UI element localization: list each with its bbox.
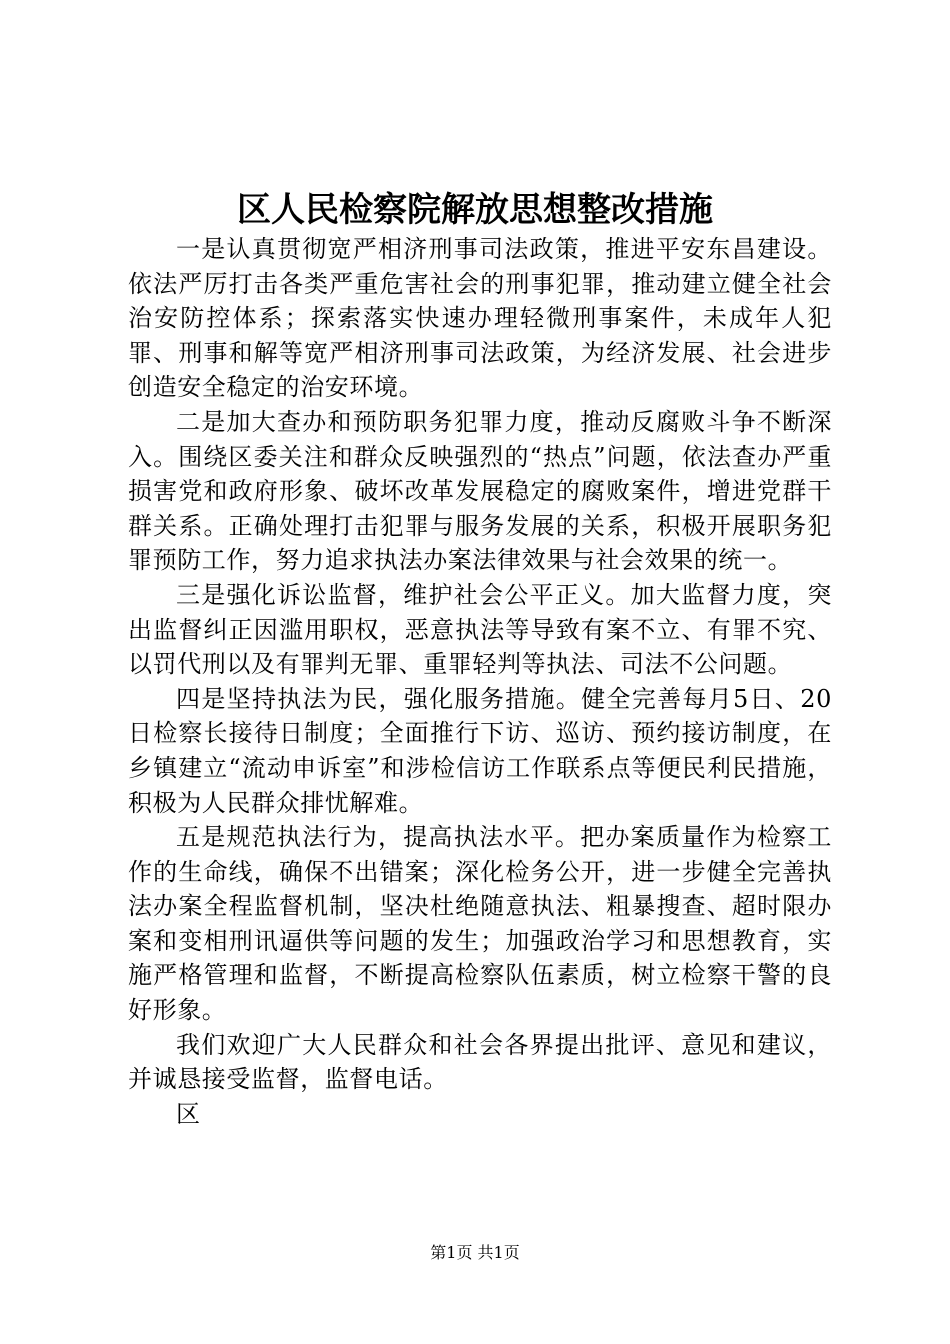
page-footer: 第1页 共1页 (430, 1243, 520, 1262)
paragraph-2: 二是加大查办和预防职务犯罪力度，推动反腐败斗争不断深入。围绕区委关注和群众反映强烈的“热点”问题，依法查办严重损害党和政府形象、破坏改革发展稳定的腐败案件，增进党群干群关系。正确处理打击犯罪与服务发展的关系，积极开展职务犯罪预防工作，努力追求执法办案法律效果与社会效果的统一。 (128, 407, 832, 575)
paragraph-5: 五是规范执法行为，提高执法水平。把办案质量作为检察工作的生命线，确保不出错案；深化检务公开，进一步健全完善执法办案全程监督机制，坚决杜绝随意执法、粗暴搜查、超时限办案和变相刑讯逼供等问题的发生；加强政治学习和思想教育，实施严格管理和监督，不断提高检察队伍素质，树立检察干警的良好形象。 (128, 823, 832, 1025)
paragraph-7: 区 (176, 1099, 201, 1128)
document-body (128, 232, 832, 1131)
paragraph-3: 三是强化诉讼监督，维护社会公平正义。加大监督力度，突出监督纠正因滥用职权，恶意执法等导致有案不立、有罪不究、以罚代刑以及有罪判无罪、重罪轻判等执法、司法不公问题。 (128, 580, 832, 679)
document-title: 区人民检察院解放思想整改措施 (237, 190, 713, 230)
paragraph-4: 四是坚持执法为民，强化服务措施。健全完善每月5日、20日检察长接待日制度；全面推行下访、巡访、预约接访制度，在乡镇建立“流动申诉室”和涉检信访工作联系点等便民利民措施，积极为人民群众排忧解难。 (128, 684, 832, 817)
paragraph-6: 我们欢迎广大人民群众和社会各界提出批评、意见和建议，并诚恳接受监督，监督电话。 (128, 1030, 832, 1094)
paragraph-1: 一是认真贯彻宽严相济刑事司法政策，推进平安东昌建设。依法严厉打击各类严重危害社会的刑事犯罪，推动建立健全社会治安防控体系；探索落实快速办理轻微刑事案件，未成年人犯罪、刑事和解等宽严相济刑事司法政策，为经济发展、社会进步创造安全稳定的治安环境。 (128, 235, 832, 402)
